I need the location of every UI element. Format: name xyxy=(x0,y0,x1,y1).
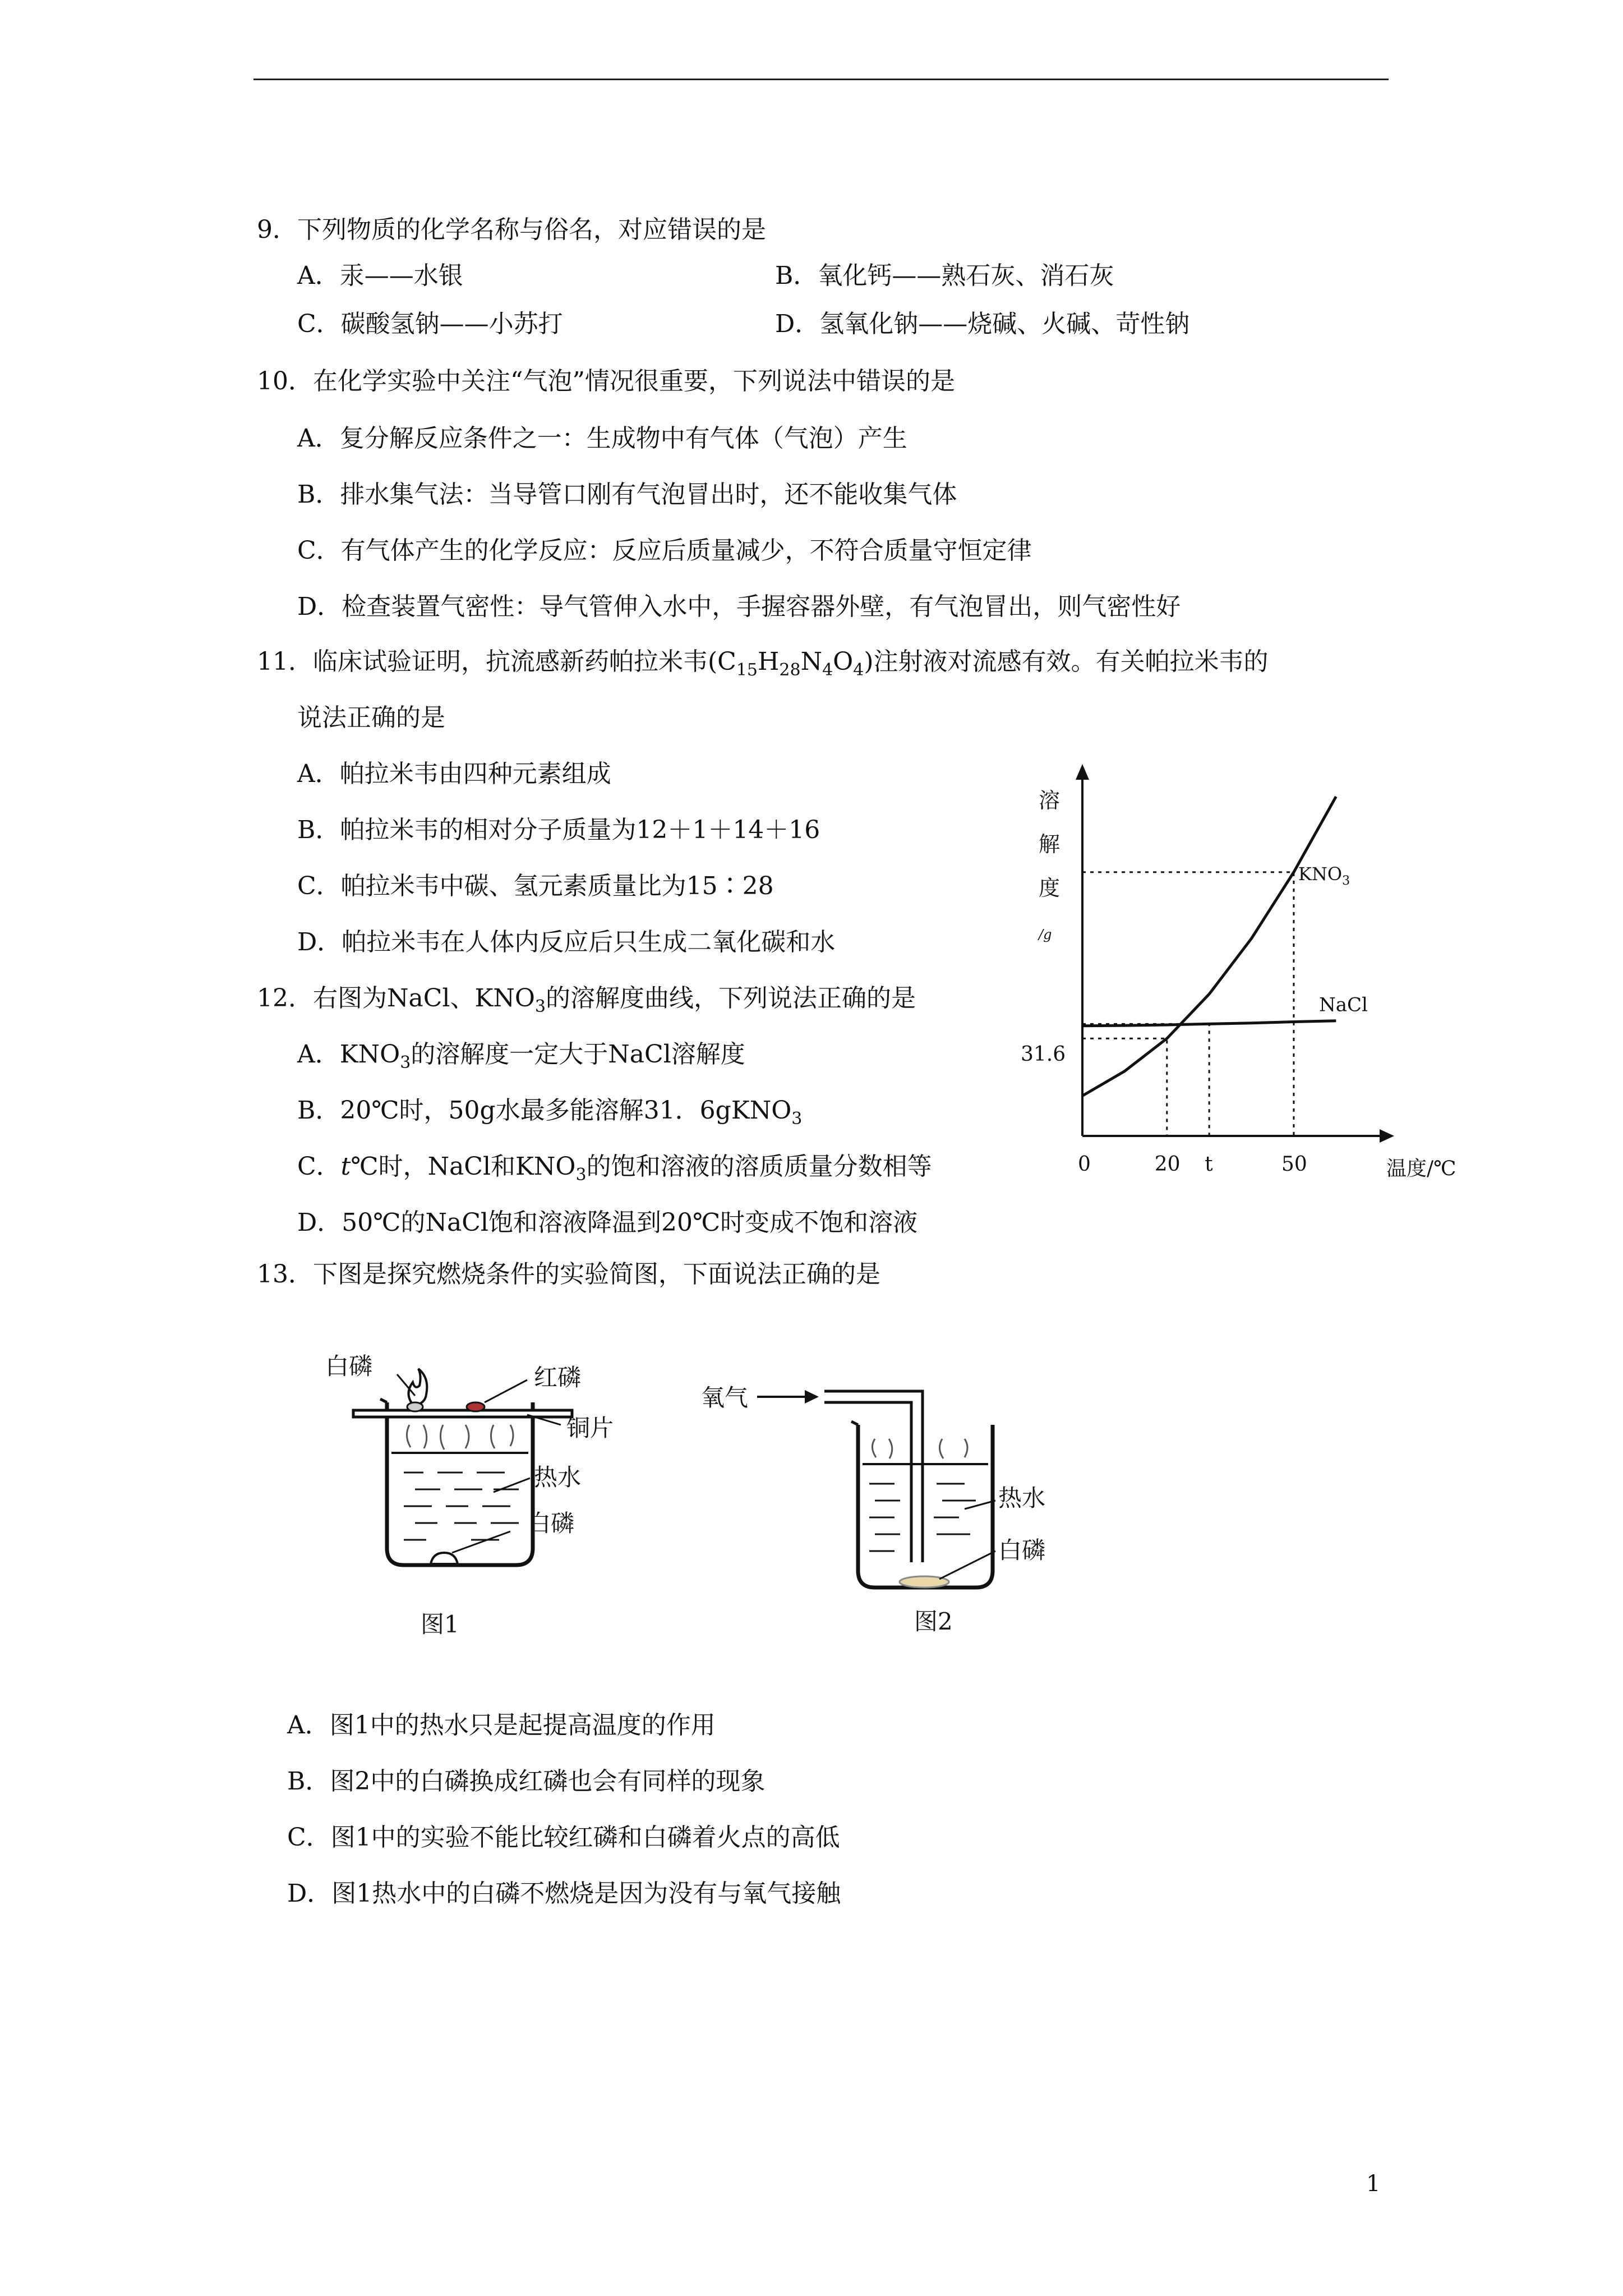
page-number: 1 xyxy=(1366,2171,1381,2197)
q13-stem: 13．下图是探究燃烧条件的实验简图，下面说法正确的是 xyxy=(257,1260,880,1289)
x-tick-label: 20 xyxy=(1154,1153,1181,1176)
guide-50 xyxy=(1082,872,1294,1136)
copper-sheet xyxy=(353,1410,572,1417)
q10-option-a: A．复分解反应条件之一：生成物中有气体（气泡）产生 xyxy=(297,424,907,453)
series-label-nacl: NaCl xyxy=(1319,993,1368,1016)
q12-option-b: B．20℃时，50g水最多能溶解31．6gKNO$_3$ xyxy=(297,1096,803,1129)
q11-option-a: A．帕拉米韦由四种元素组成 xyxy=(297,760,611,788)
fig2-label-oxygen: 氧气 xyxy=(701,1384,749,1411)
y-label-char: 度 xyxy=(1039,876,1061,900)
fig1-label-white-p-top: 白磷 xyxy=(325,1352,373,1380)
q13-option-d: D．图1热水中的白磷不燃烧是因为没有与氧气接触 xyxy=(287,1879,841,1908)
y-label-char: /g xyxy=(1039,927,1052,942)
q9-option-b: B．氧化钙——熟石灰、消石灰 xyxy=(775,261,1114,290)
q9-option-d: D．氢氧化钠——烧碱、火碱、苛性钠 xyxy=(775,310,1190,338)
q13-option-a: A．图1中的热水只是起提高温度的作用 xyxy=(287,1711,716,1740)
q13-option-c: C．图1中的实验不能比较红磷和白磷着火点的高低 xyxy=(287,1823,840,1852)
q11-option-b: B．帕拉米韦的相对分子质量为12＋1＋14＋16 xyxy=(297,816,820,844)
gas-tube xyxy=(824,1391,923,1562)
x-tick-label: 50 xyxy=(1281,1153,1307,1176)
fig2-label-white-p: 白磷 xyxy=(998,1536,1046,1564)
figure-1 xyxy=(325,1341,639,1655)
x-tick-label: t xyxy=(1205,1153,1213,1176)
y-label-char: 解 xyxy=(1039,832,1061,857)
red-phosphorus xyxy=(467,1402,485,1411)
arrow-icon xyxy=(805,1390,819,1404)
fig1-label-hot-water: 热水 xyxy=(534,1464,582,1491)
y-axis-arrow-icon xyxy=(1076,764,1089,780)
q11-stem: 11．临床试验证明，抗流感新药帕拉米韦$(C_{15}H_{28}N_4O_4)$注射液对流感有效。有关帕拉米韦的 xyxy=(257,647,1269,680)
series-label-kno3: $KNO_3$ xyxy=(1298,863,1350,888)
x-tick-label: 0 xyxy=(1078,1153,1091,1176)
fig2-caption: 图2 xyxy=(914,1608,953,1635)
q10-option-d: D．检查装置气密性：导气管伸入水中，手握容器外壁，有气泡冒出，则气密性好 xyxy=(297,592,1181,621)
fig1-caption: 图1 xyxy=(421,1611,459,1638)
q11-option-c: C．帕拉米韦中碳、氢元素质量比为15∶28 xyxy=(297,872,774,900)
white-phosphorus-bottom xyxy=(431,1553,458,1564)
guide-t xyxy=(1082,1024,1209,1136)
x-axis-label: 温度/℃ xyxy=(1386,1157,1456,1180)
fig1-label-red-p: 红磷 xyxy=(534,1364,582,1391)
q10-stem: 10．在化学实验中关注“气泡”情况很重要，下列说法中错误的是 xyxy=(257,367,955,395)
flame-icon xyxy=(408,1369,427,1406)
q12-stem: 12．右图为NaCl、$KNO_3$的溶解度曲线，下列说法正确的是 xyxy=(257,984,916,1016)
y-tick-label: 31.6 xyxy=(1021,1043,1066,1066)
q11-option-d: D．帕拉米韦在人体内反应后只生成二氧化碳和水 xyxy=(297,928,836,956)
x-axis-arrow-icon xyxy=(1380,1129,1394,1143)
fig2-label-hot-water: 热水 xyxy=(998,1484,1046,1512)
q10-option-c: C．有气体产生的化学反应：反应后质量减少，不符合质量守恒定律 xyxy=(297,536,1032,565)
fig1-label-white-p-bottom: 白磷 xyxy=(527,1510,575,1537)
q11-stem-line2: 说法正确的是 xyxy=(297,703,445,732)
q9-option-a: A．汞——水银 xyxy=(297,261,463,290)
q10-option-b: B．排水集气法：当导管口刚有气泡冒出时，还不能收集气体 xyxy=(297,480,957,509)
fig1-label-copper: 铜片 xyxy=(566,1414,614,1442)
q13-option-b: B．图2中的白磷换成红磷也会有同样的现象 xyxy=(287,1767,766,1796)
white-phosphorus-top xyxy=(407,1402,423,1411)
y-label-char: 溶 xyxy=(1039,788,1061,813)
series-line-kno xyxy=(1082,797,1336,1096)
q12-option-a: A．$KNO_3$的溶解度一定大于NaCl溶解度 xyxy=(297,1040,745,1073)
q9-option-c: C．碳酸氢钠——小苏打 xyxy=(297,310,563,338)
figure-2 xyxy=(701,1363,1094,1655)
q9-stem: 9．下列物质的化学名称与俗名，对应错误的是 xyxy=(257,215,766,244)
q12-option-d: D．50℃的NaCl饱和溶液降温到20℃时变成不饱和溶液 xyxy=(297,1208,918,1237)
q12-option-c: C．t℃时，NaCl和$KNO_3$的饱和溶液的溶质质量分数相等 xyxy=(297,1152,932,1185)
